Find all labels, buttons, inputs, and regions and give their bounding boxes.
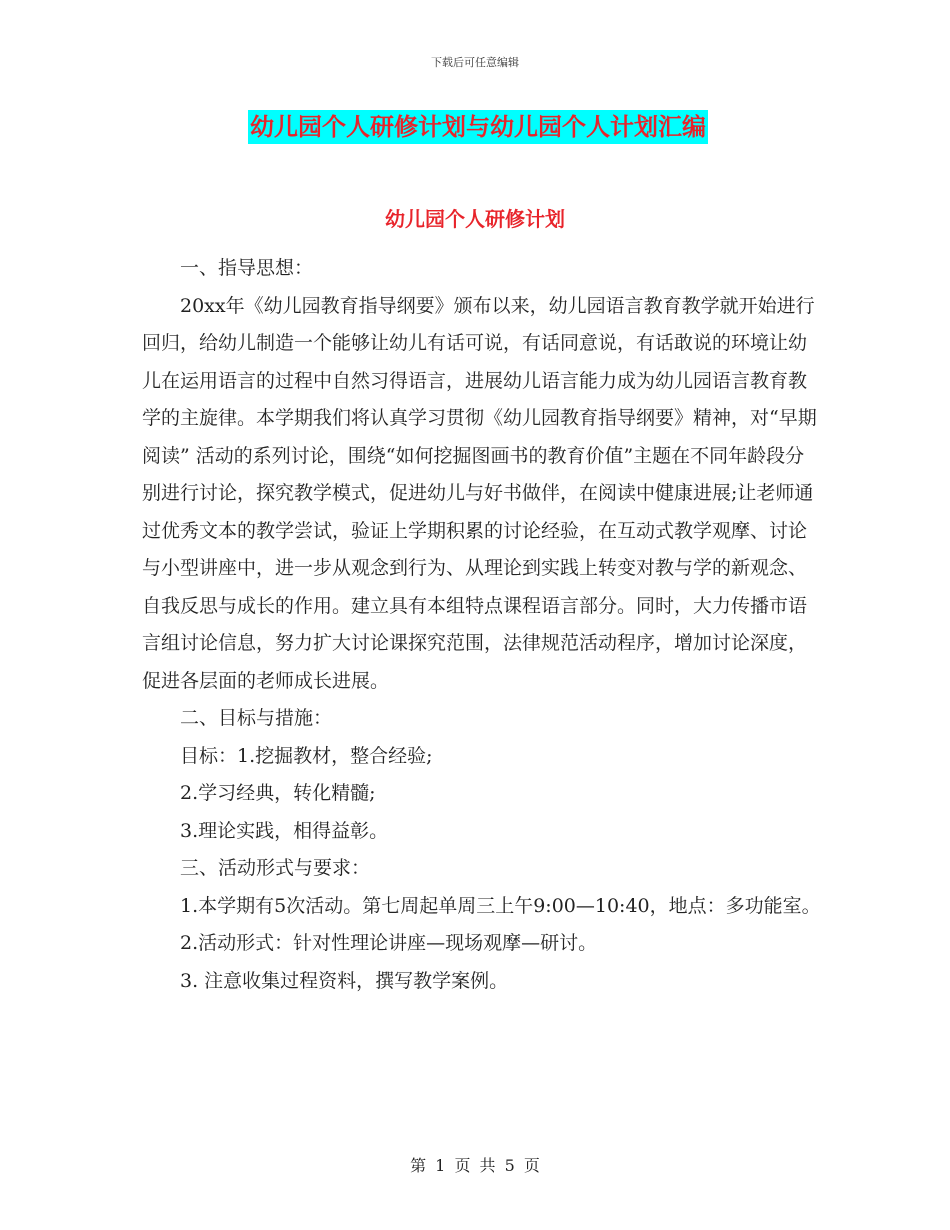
activity-item-2: 2.活动形式：针对性理论讲座—现场观摩—研讨。 <box>180 932 598 954</box>
activity-item-1: 1.本学期有5次活动。第七周起单周三上午9:00—10:40，地点：多功能室。 <box>180 894 821 917</box>
heading-guiding-ideology: 一、指导思想： <box>180 257 314 279</box>
section-title: 幼儿园个人研修计划 <box>385 207 565 231</box>
document-body <box>142 250 822 1000</box>
heading-activity-form: 三、活动形式与要求： <box>180 857 371 879</box>
goal-item-3: 3.理论实践，相得益彰。 <box>180 819 389 842</box>
paragraph-guiding-ideology: 20xx年《幼儿园教育指导纲要》颁布以来，幼儿园语言教育教学就开始进行回归，给幼儿制造一个能够让幼儿有话可说，有话同意说，有话敢说的环境让幼儿在运用语言的过程中自然习得语言，进展幼儿语言能力成为幼儿园语言教育教学的主旋律。本学期我们将认真学习贯彻《幼儿园教育指导纲要》精神，对“早期阅读” 活动的系列讨论，围绕“如何挖掘图画书的教育价值”主题在不同年龄段分别进行讨论，探究教学模式，促进幼儿与好书做伴，在阅读中健康进展;让老师通过优秀文本的教学尝试，验证上学期积累的讨论经验，在互动式教学观摩、讨论与小型讲座中，进一步从观念到行为、从理论到实践上转变对教与学的新观念、自我反思与成长的作用。建立具有本组特点课程语言部分。同时，大力传播市语言组讨论信息，努力扩大讨论课探究范围，法律规范活动程序，增加讨论深度，促进各层面的老师成长进展。 <box>142 294 817 692</box>
document-title: 幼儿园个人研修计划与幼儿园个人计划汇编 <box>248 110 708 144</box>
page-footer: 第 1 页 共 5 页 <box>410 1156 540 1175</box>
heading-goals-measures: 二、目标与措施： <box>180 707 333 729</box>
activity-item-3: 3. 注意收集过程资料，撰写教学案例。 <box>180 969 509 992</box>
header-note: 下载后可任意编辑 <box>431 56 519 69</box>
goal-item-2: 2.学习经典，转化精髓; <box>180 782 376 804</box>
goal-item-1: 目标：1.挖掘教材，整合经验; <box>180 744 433 767</box>
